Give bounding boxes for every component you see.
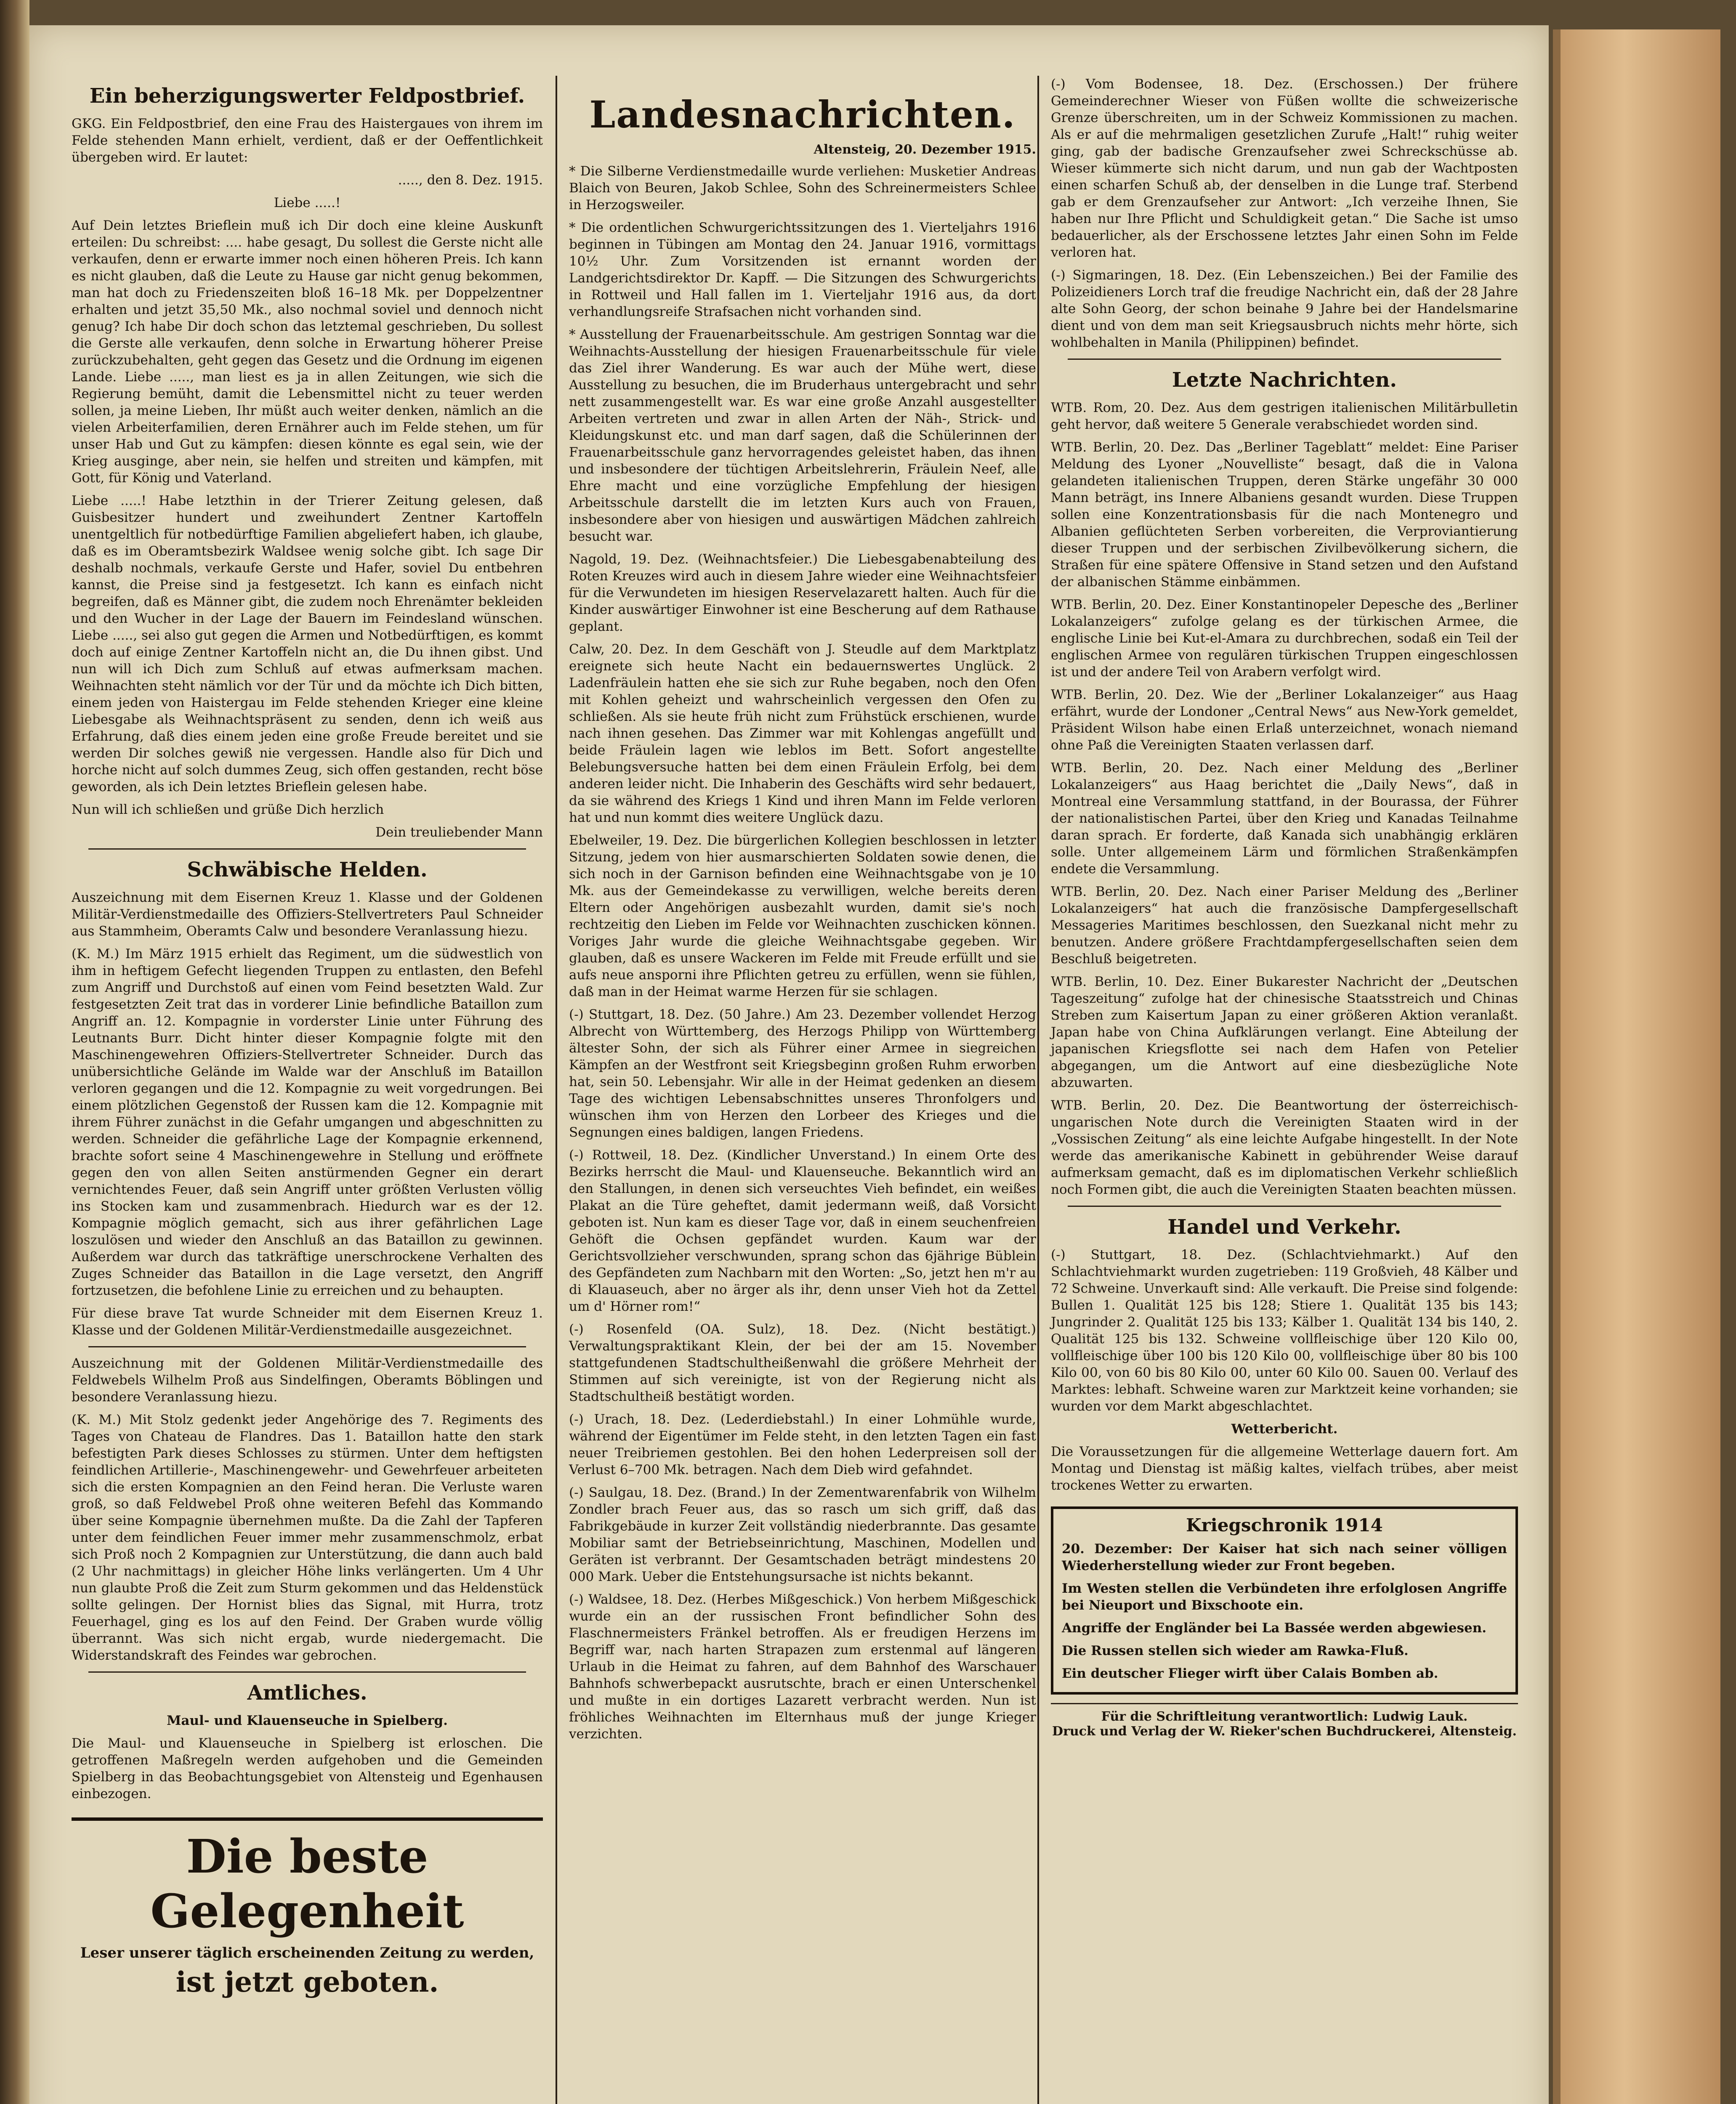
impressum-publisher: Druck und Verlag der W. Rieker'schen Buchdruckerei, Altensteig.	[1052, 1724, 1517, 1739]
dateline: Altensteig, 20. Dezember 1915.	[814, 142, 1036, 157]
article-paragraph: (K. M.) Mit Stolz gedenkt jeder Angehörige des 7. Regiments des Tages von Chateau de Flandres. Das 1. Bataillon hatte den stark befestigten Park dieses Schlosses zu stürmen. Unter dem heftigsten feindlichen Artillerie-, Maschinengewehr- und Gewehrfeuer arbeiteten sich die ersten Kompagnien an den Feind heran. Die Verluste waren groß, so daß Feldwebel Proß ohne weiteren Befehl das Kommando über seine Kompagnie übernehmen mußte. Da die Zahl der Tapferen unter dem feindlichen Feuer immer mehr zusammenschmolz, erbat sich Proß noch 2 Kompagnien zur Unterstützung, die dann auch bald (2 Uhr nachmittags) in gleicher Höhe links verlängerten. Um 4 Uhr nun glaubte Proß die Zeit zum Sturm gekommen und das Heldenstück sollte gelingen. Der Hornist blies das Signal, mit Hurra, trotz Feuerhagel, ging es los auf den Feind. Der Graben wurde völlig überrannt. Was sich nicht ergab, wurde niedergemacht. Die Widerstandskraft des Feindes war gebrochen.	[72, 1412, 543, 1663]
wire-item: WTB. Berlin, 20. Dez. Einer Konstantinopeler Depesche des „Berliner Lokalanzeigers“ zufolge gelang es der türkischen Armee, die englische Linie bei Kut-el-Amara zu durchbrechen, sodaß ein Teil der englischen Armee von regulären türkischen Truppen eingeschlossen ist und der andere Teil von Arabern verfolgt wird.	[1051, 597, 1518, 680]
subheading-wetter: Wetterbericht.	[1231, 1421, 1338, 1437]
heading-handel: Handel und Verkehr.	[1167, 1215, 1401, 1239]
news-item: (-) Rottweil, 18. Dez. (Kindlicher Unverstand.) In einem Orte des Bezirks herrscht die Maul- und Klauenseuche. Bekanntlich wird an den Stallungen, in denen sich verseuchtes Vieh befindet, ein weißes Plakat an die Türe geheftet, damit jedermann weiß, daß Vorsicht geboten ist. Nun kam es dieser Tage vor, daß in einem seuchenfreien Gehöft die Ochsen gepfändet wurden. Kaum war der Gerichtsvollzieher verschwunden, sprang schon das 6jährige Büblein des Gepfändeten zum Nachbarn mit den Worten: „So, jetzt hen m'r au di Klauaseuch, aber no ärger als ihr, denn unser Vieh hot da Zettel um d' Hörner rom!“	[569, 1148, 1036, 1314]
article-paragraph: Auszeichnung mit dem Eisernen Kreuz 1. Klasse und der Goldenen Militär-Verdienstmedaille des Offiziers-Stellvertreters Paul Schneider aus Stammheim, Oberamts Calw und besondere Veranlassung hiezu.	[72, 890, 543, 939]
weather-report: Die Voraussetzungen für die allgemeine Wetterlage dauern fort. Am Montag und Dienstag ist mäßig kaltes, vielfach trübes, aber meist trockenes Wetter zu erwarten.	[1051, 1444, 1518, 1493]
news-item: (-) Saulgau, 18. Dez. (Brand.) In der Zementwarenfabrik von Wilhelm Zondler brach Feuer aus, das so rasch um sich griff, daß das Fabrikgebäude in kurzer Zeit vollständig niederbrannte. Das gesamte Mobiliar samt der Betriebseinrichtung, Maschinen, Modellen und Geräten ist verbrannt. Der Gesamtschaden beträgt mindestens 20 000 Mark. Ueber die Entstehungsursache ist nichts bekannt.	[569, 1485, 1036, 1584]
divider	[88, 848, 526, 850]
divider	[1068, 359, 1501, 360]
chronik-entry: Die Russen stellen sich wieder am Rawka-Fluß.	[1062, 1643, 1409, 1658]
article-paragraph: (K. M.) Im März 1915 erhielt das Regiment, um die südwestlich von ihm in heftigem Gefecht liegenden Truppen zu entlasten, den Befehl zum Angriff und Durchstoß auf einen vom Feind besetzten Wald. Zur festgesetzten Zeit trat das in vorderer Linie befindliche Bataillon zum Angriff an. 12. Kompagnie in vorderster Linie unter Führung des Leutnants Burr. Dicht hinter dieser Kompagnie folgte mit den Maschinengewehren Offiziers-Stellvertreter Schneider. Durch das unübersichtliche Gelände im Walde war der Anschluß im Bataillon verloren gegangen und die 12. Kompagnie zu weit vorgedrungen. Bei einem plötzlichen Gegenstoß der Russen kam die 12. Kompagnie mit ihrem Führer zunächst in die Gefahr umgangen und abgeschnitten zu werden. Schneider die gefährliche Lage der Kompagnie erkennend, brachte sofort seine 4 Maschinengewehre in Stellung und eröffnete gegen den von allen Seiten anstürmenden Gegner ein derart vernichtendes Feuer, daß sein Angriff unter größten Verlusten völlig ins Stocken kam und zusammenbrach. Hiedurch war es der 12. Kompagnie möglich gemacht, sich aus ihrer gefährlichen Lage loszulösen und wieder den Anschluß an das Bataillon zu gewinnen. Außerdem war durch das tatkräftige unerschrockene Verhalten des Zuges Schneider das Bataillon in die Lage versetzt, den Angriff fortzusetzen, die befohlene Linie zu erreichen und zu behaupten.	[72, 946, 543, 1298]
impressum-editor: Für die Schriftleitung verantwortlich: Ludwig Lauk.	[1101, 1709, 1468, 1724]
section-masthead: Landesnachrichten.	[589, 93, 1016, 136]
letter-salutation: Liebe .....!	[274, 195, 341, 210]
news-item: (-) Urach, 18. Dez. (Lederdiebstahl.) In einer Lohmühle wurde, während der Eigentümer im Felde steht, in den letzten Tagen ein fast neuer Treibriemen gestohlen. Bei den hohen Lederpreisen soll der Verlust 6–700 Mk. betragen. Nach dem Dieb wird gefahndet.	[569, 1412, 1036, 1477]
heading-amtliches: Amtliches.	[247, 1681, 367, 1705]
advertisement	[72, 1817, 543, 1998]
letter-date: ....., den 8. Dez. 1915.	[398, 173, 543, 188]
news-item: Nagold, 19. Dez. (Weihnachtsfeier.) Die Liebesgabenabteilung des Roten Kreuzes wird auch in diesem Jahre wieder eine Weihnachtsfeier für die Verwundeten im hiesigen Reservelazarett halten. Auch für die Kinder auswärtiger Einwohner ist eine Bescherung auf dem Rathause geplant.	[569, 552, 1036, 634]
news-item: (-) Waldsee, 18. Dez. (Herbes Mißgeschick.) Von herbem Mißgeschick wurde ein an der russischen Front befindlicher Sohn des Flaschnermeisters Fränkel betroffen. Als er freudigen Herzens im Begriff war, nach harten Strapazen zum erstenmal auf längeren Urlaub in die Heimat zu fahren, auf dem Bahnhof des Warschauer Bahnhofs schwerbepackt ausrutschte, brach er einen Unterschenkel und mußte in ein dortiges Lazarett verbracht werden. Nun ist fröhliches Weihnachten im Elternhaus muß der junge Krieger verzichten.	[569, 1592, 1036, 1742]
subheading-maul: Maul- und Klauenseuche in Spielberg.	[167, 1713, 448, 1728]
market-report: (-) Stuttgart, 18. Dez. (Schlachtviehmarkt.) Auf den Schlachtviehmarkt wurden zugetrieben: 119 Großvieh, 48 Kälber und 72 Schweine. Unverkauft sind: Alle verkauft. Die Preise sind folgende: Bullen 1. Qualität 125 bis 128; Stiere 1. Qualität 135 bis 143; Jungrinder 2. Qualität 125 bis 133; Kälber 1. Qualität 134 bis 140, 2. Qualität 125 bis 132. Schweine vollfleischige über 120 Kilo 00, vollfleischige über 100 bis 120 Kilo 00, vollfleischige über 80 bis 100 Kilo 00, von 60 bis 80 Kilo 00, unter 60 Kilo 00. Sauen 00. Verlauf des Marktes: lebhaft. Schweine waren zur Marktzeit keine vorhanden; sie wurden vor dem Markt abgeschlachtet.	[1051, 1247, 1518, 1414]
column-middle	[556, 76, 1036, 2104]
article-paragraph: Die Maul- und Klauenseuche in Spielberg ist erloschen. Die getroffenen Maßregeln werden aufgehoben und die Gemeinden Spielberg in das Beobachtungsgebiet von Altensteig und Egenhausen einbezogen.	[72, 1736, 543, 1801]
wire-item: WTB. Berlin, 10. Dez. Einer Bukarester Nachricht der „Deutschen Tageszeitung“ zufolge hat der chinesische Staatsstreich und Chinas Streben zum Kaisertum Japan zu einer größeren Aktion veranlaßt. Japan habe von China Aufklärungen verlangt. Eine Abteilung der japanischen Kriegsflotte sei nach dem Hafen von Petelier abgegangen, um die Antwort auf eine diesbezügliche Note abzuwarten.	[1051, 974, 1518, 1090]
paragraph-intro: GKG. Ein Feldpostbrief, den eine Frau des Haistergaues von ihrem im Felde stehenden Mann erhielt, verdient, daß er der Oeffentlichkeit übergeben wird. Er lautet:	[72, 116, 543, 165]
wire-item: WTB. Rom, 20. Dez. Aus dem gestrigen italienischen Militärbulletin geht hervor, daß weitere 5 Generale verabschiedet worden sind.	[1051, 400, 1518, 432]
wire-item: WTB. Berlin, 20. Dez. Nach einer Pariser Meldung des „Berliner Lokalanzeigers“ hat auch die französische Dampfergesellschaft Messageries Maritimes beschlossen, den Suezkanal nicht mehr zu benutzen. Andere größere Frachtdampfergesellschaften seien dem Beschluß beigetreten.	[1051, 884, 1518, 967]
news-item: (-) Stuttgart, 18. Dez. (50 Jahre.) Am 23. Dezember vollendet Herzog Albrecht von Württemberg, des Herzogs Philipp von Württemberg ältester Sohn, der sich als Führer einer Armee in siegreichen Kämpfen an der Westfront seit Kriegsbeginn großen Ruhm erworben hat, sein 50. Lebensjahr. Wir alle in der Heimat gedenken an diesem Tage des wichtigen Lebensabschnittes unseres Thronfolgers und wünschen ihm von Herzen den Lorbeer des Krieges und die Segnungen eines baldigen, langen Friedens.	[569, 1007, 1036, 1140]
ad-headline: Die beste Gelegenheit	[150, 1829, 464, 1938]
book-binding	[0, 0, 29, 2104]
news-item: (-) Rosenfeld (OA. Sulz), 18. Dez. (Nicht bestätigt.) Verwaltungspraktikant Klein, der bei der am 15. November stattgefundenen Stadtschultheißenwahl die größere Mehrheit der Stimmen auf sich vereinigte, ist von der Regierung nicht als Stadtschultheiß bestätigt worden.	[569, 1322, 1036, 1404]
divider	[1068, 1206, 1501, 1207]
news-item: Ebelweiler, 19. Dez. Die bürgerlichen Kollegien beschlossen in letzter Sitzung, jedem von hier ausmarschierten Soldaten sowie denen, die sich noch in der Garnison befinden eine Weihnachtsgabe von je 10 Mk. aus der Gemeindekasse zu verwilligen, welche bereits deren Eltern oder Angehörigen ausbezahlt wurden, damit sie's noch rechtzeitig den Lieben im Felde vor Weihnachten zuschicken können. Voriges Jahr wurde die gleiche Weihnachtsgabe gegeben. Wir glauben, daß es unsere Wackeren im Felde mit Freude erfüllt und sie aufs neue ansporni ihre Pflichten getreu zu erfüllen, wenn sie fühlen, daß man in der Heimat warme Herzen für sie schlagen.	[569, 833, 1036, 999]
article-paragraph: Auszeichnung mit der Goldenen Militär-Verdienstmedaille des Feldwebels Wilhelm Proß aus Sindelfingen, Oberamts Böblingen und besondere Veranlassung hiezu.	[72, 1356, 543, 1405]
impressum	[1051, 1703, 1518, 1739]
heading-helden: Schwäbische Helden.	[187, 858, 428, 882]
article-paragraph: Für diese brave Tat wurde Schneider mit dem Eisernen Kreuz 1. Klasse und der Goldenen Militär-Verdienstmedaille ausgezeichnet.	[72, 1306, 543, 1338]
letter-paragraph: Auf Dein letztes Brieflein muß ich Dir doch eine kleine Auskunft erteilen: Du schreibst: .... habe gesagt, Du sollest die Gerste nicht alle verkaufen, denn er erwarte immer noch einen höheren Preis. Ich kann es nicht glauben, daß die Leute zu Hause gar nicht genug bekommen, man hat doch zu Friedenszeiten bloß 16–18 Mk. per Doppelzentner erhalten und jetzt 35,50 Mk., also nochmal soviel und dennoch nicht genug? Ich habe Dir doch schon das letztemal geschrieben, Du sollest die Gerste alle verkaufen, denn solche in Erwartung höherer Preise zurückzubehalten, geht gegen das Gesetz und die Ordnung im eigenen Lande. Liebe ....., man liest es ja in allen Zeitungen, wie sich die Regierung bemüht, damit die Lebensmittel nicht zu teuer werden sollen, ja meine Lieben, Ihr müßt auch weiter denken, nämlich an die vielen Arbeiterfamilien, deren Ernährer auch im Felde stehen, um für unser Hab und Gut zu kämpfen: diesen könnte es egal sein, wie der Krieg ausginge, aber nein, sie helfen und streiten und kämpfen, mit Gott, für König und Vaterland.	[72, 218, 543, 486]
letter-paragraph: Liebe .....! Habe letzthin in der Trierer Zeitung gelesen, daß Guisbesitzer hundert und zweihundert Zentner Kartoffeln unentgeltlich für notbedürftige Familien abgeliefert haben, ich glaube, daß es im Oberamtsbezirk Waldsee wenig solche gibt. Ich sage Dir deshalb nochmals, verkaufe Gerste und Hafer, soviel Du entbehren kannst, die Preise sind ja festgesetzt. Ich kann es einfach nicht begreifen, daß es Männer gibt, die zudem noch Ehrenämter bekleiden und den Wucher in der Lage der Bauern im Feindesland wünschen. Liebe ....., sei also gut gegen die Armen und Notbedürftigen, es kommt doch auf einige Zentner Kartoffeln nicht an, die Du ihnen gibst. Und nun will ich Dich zum Schluß auf etwas aufmerksam machen. Weihnachten steht nämlich vor der Tür und da möchte ich Dich bitten, einem jeden von Haistergau im Felde stehenden Krieger eine kleine Liebesgabe als Weihnachtspräsent zu senden, denn ich weiß aus Erfahrung, daß dies einem jeden eine große Freude bereitet und sie werden Dir solches gewiß nie vergessen. Handle also für Dich und horche nicht auf solch dummes Zeug, sich offen gestanden, recht böse geworden, als ich Dein letztes Brieflein gelesen habe.	[72, 493, 543, 794]
wire-item: WTB. Berlin, 20. Dez. Wie der „Berliner Lokalanzeiger“ aus Haag erfährt, wurde der Londoner „Central News“ aus New-York gemeldet, Präsident Wilson habe einen Erlaß unterzeichnet, wonach niemand ohne Paß die Vereinigten Staaten verlassen darf.	[1051, 687, 1518, 753]
ad-callout: ist jetzt geboten.	[175, 1966, 439, 1998]
wire-item: WTB. Berlin, 20. Dez. Das „Berliner Tageblatt“ meldet: Eine Pariser Meldung des Lyoner „Nouvelliste“ besagt, daß die in Valona gelandeten italienischen Truppen, deren Stärke ungefähr 30 000 Mann beträgt, ins Innere Albaniens gesandt wurden. Diese Truppen sollen eine Konzentrationsbasis für die nach Montenegro und Albanien geflüchteten Serben vorbereiten, die Verproviantierung dieser Truppen und der serbischen Zivilbevölkerung sichern, die Straßen für eine spätere Offensive in Stand setzen und den Aufstand der albanischen Stämme einbämmen.	[1051, 440, 1518, 590]
news-item: (-) Sigmaringen, 18. Dez. (Ein Lebenszeichen.) Bei der Familie des Polizeidieners Lorch traf die freudige Nachricht ein, daß der 28 Jahre alte Sohn Georg, der schon beinahe 9 Jahre bei der Handelsmarine dient und von dem man seit Kriegsausbruch nichts mehr hörte, sich wohlbehalten in Manila (Philippinen) befindet.	[1051, 268, 1518, 350]
kriegschronik-title: Kriegschronik 1914	[1186, 1515, 1383, 1535]
divider	[88, 1346, 526, 1347]
wire-item: WTB. Berlin, 20. Dez. Die Beantwortung der österreichisch-ungarischen Note durch die Vereinigten Staaten wird in der „Vossischen Zeitung“ als eine leichte Aufgabe hingestellt. In der Note werde das amerikanische Kabinett in gebührender Weise darauf aufmerksam gemacht, daß es im diplomatischen Verkehr schließlich noch Formen gibt, die auch die Vereinigten Staaten beachten müssen.	[1051, 1098, 1518, 1197]
letter-closing: Nun will ich schließen und grüße Dich herzlich	[72, 802, 384, 817]
chronik-entry: 20. Dezember: Der Kaiser hat sich nach seiner völligen Wiederherstellung wieder zur Front begeben.	[1062, 1541, 1507, 1573]
chronik-entry: Angriffe der Engländer bei La Bassée werden abgewiesen.	[1062, 1621, 1487, 1636]
news-item: * Die ordentlichen Schwurgerichtssitzungen des 1. Vierteljahrs 1916 beginnen in Tübingen am Montag den 24. Januar 1916, vormittags 10½ Uhr. Zum Vorsitzenden ist ernannt worden der Landgerichtsdirektor Dr. Kapff. — Die Sitzungen des Schwurgerichts in Rottweil und Hall fallen im 1. Vierteljahr 1916 aus, da dort verhandlungsreife Strafsachen nicht vorhanden sind.	[569, 220, 1036, 319]
news-item: Calw, 20. Dez. In dem Geschäft von J. Steudle auf dem Marktplatz ereignete sich heute Nacht ein bedauernswertes Unglück. 2 Ladenfräulein hatten ehe sie sich zur Ruhe begaben, noch den Ofen mit Kohlen geheizt und wahrscheinlich vergessen den Ofen zu schließen. Als sie heute früh nicht zum Frühstück erschienen, wurde nach ihnen gesehen. Das Zimmer war mit Kohlengas angefüllt und beide Fräulein lagen wie leblos im Bett. Sofort angestellte Belebungsversuche hatten bei dem einen Fräulein Erfolg, bei dem anderen leider nicht. Die Inhaberin des Geschäfts wird sehr bedauert, da sie während des Kriegs 1 Kind und ihren Mann im Felde verloren hat und nun kommt dies weitere Unglück dazu.	[569, 642, 1036, 825]
column-right	[1037, 76, 1518, 2104]
newspaper-page	[29, 25, 1549, 2104]
chronik-entry: Im Westen stellen die Verbündeten ihre erfolglosen Angriffe bei Nieuport und Bixschoote ein.	[1062, 1581, 1507, 1613]
column-left	[72, 76, 543, 2104]
news-item: (-) Vom Bodensee, 18. Dez. (Erschossen.) Der frühere Gemeinderechner Wieser von Füßen wollte die schweizerische Grenze überschreiten, um in der Schweiz Kommissionen zu machen. Als er auf die mehrmaligen gesetzlichen Zurufe „Halt!“ ruhig weiter ging, gab der badische Grenzaufseher zwei Schreckschüsse ab. Wieser kümmerte sich nicht darum, und nun gab der Wachtposten einen scharfen Schuß ab, der denselben in die Lunge traf. Sterbend gab er dem Grenzaufseher zur Antwort: „Ich verzeihe Ihnen, Sie haben nur Ihre Pflicht und Schuldigkeit getan.“ Die Sache ist umso bedauerlicher, als der Erschossene letztes Jahr einen Sohn im Felde verloren hat.	[1051, 77, 1518, 260]
kriegschronik-box	[1051, 1506, 1518, 1695]
ad-text: Leser unserer täglich erscheinenden Zeitung zu werden,	[80, 1945, 534, 1961]
divider	[88, 1671, 526, 1673]
news-item: * Ausstellung der Frauenarbeitsschule. Am gestrigen Sonntag war die Weihnachts-Ausstellung der hiesigen Frauenarbeitsschule für viele das Ziel ihrer Wanderung. Es war auch der Mühe wert, diese Ausstellung zu besuchen, die im Bruderhaus untergebracht und sehr nett zusammengestellt war. Es war eine große Anzahl ausgestellter Arbeiten vertreten und zwar in allen Arten der Näh-, Strick- und Kleidungskunst etc. und man darf sagen, daß die Schülerinnen der Frauenarbeitsschule ganz hervorragendes geleistet haben, das ihnen und insbesondere der tüchtigen Arbeitslehrerin, Fräulein Neef, alle Ehre macht und eine vorzügliche Empfehlung der hiesigen Arbeitsschule darstellt die im letzten Kurs auch von Frauen, insbesondere aber von hiesigen und auswärtigen Mädchen zahlreich besucht war.	[569, 327, 1036, 544]
heading-letzte-nachrichten: Letzte Nachrichten.	[1172, 368, 1397, 392]
chronik-entry: Ein deutscher Flieger wirft über Calais Bomben ab.	[1062, 1666, 1438, 1681]
heading-feldpostbrief: Ein beherzigungswerter Feldpostbrief.	[89, 84, 525, 108]
binder-board	[1553, 29, 1720, 2104]
news-item: * Die Silberne Verdienstmedaille wurde verliehen: Musketier Andreas Blaich von Beuren, Jakob Schlee, Sohn des Schreinermeisters Schlee in Herzogsweiler.	[569, 164, 1036, 213]
wire-item: WTB. Berlin, 20. Dez. Nach einer Meldung des „Berliner Lokalanzeigers“ aus Haag berichtet die „Daily News“, daß in Montreal eine Versammlung stattfand, in der Bourassa, der Führer der nationalistischen Partei, über den Krieg und Kanadas Teilnahme daran sprach. Er forderte, daß Kanada sich unabhängig erklären solle. Unter allgemeinem Lärm und förmlichen Straßenkämpfen endete die Versammlung.	[1051, 760, 1518, 877]
letter-signature: Dein treuliebender Mann	[375, 825, 543, 840]
